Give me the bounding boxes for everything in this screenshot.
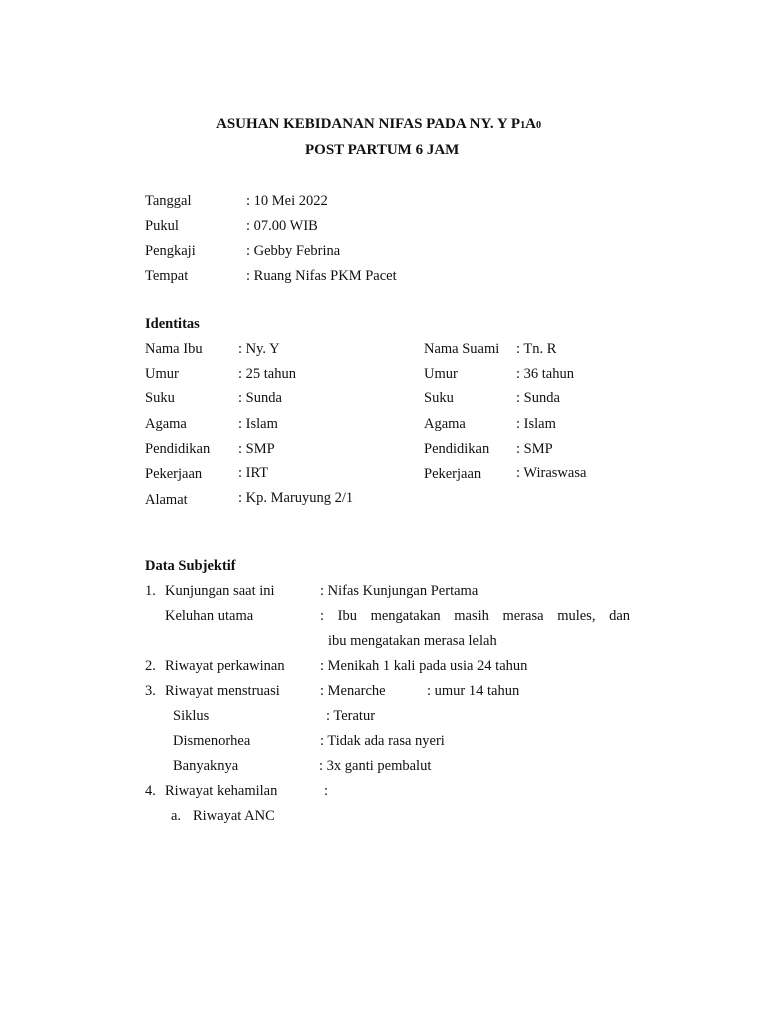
keluhan-word: Ibu [337,608,357,624]
item4a-number: a. [171,808,182,824]
keluhan-word: merasa [502,608,544,624]
suami-label-agama: Agama [424,416,466,432]
ibu-value-umur: : 25 tahun [238,366,296,382]
dismenorhea-value: : Tidak ada rasa nyeri [320,733,445,749]
title-abortus-num: 0 [536,120,542,131]
info-value-pukul: : 07.00 WIB [246,218,318,234]
item3-value-umur: : umur 14 tahun [427,683,520,699]
keluhan-value-line2: ibu mengatakan merasa lelah [328,633,497,649]
title-parity-p: 1 [520,120,526,131]
ibu-label-agama: Agama [145,416,187,432]
siklus-value: : Teratur [326,708,376,724]
banyaknya-label: Banyaknya [173,758,239,774]
ibu-label-umur: Umur [145,366,179,382]
info-label-tanggal: Tanggal [145,193,192,209]
identitas-heading: Identitas [145,316,200,332]
ibu-value-pekerjaan: : IRT [238,465,269,481]
item1-value: : Nifas Kunjungan Pertama [320,583,479,599]
document-subtitle: POST PARTUM 6 JAM [305,142,460,158]
title-abortus-a: A [525,116,536,132]
siklus-label: Siklus [173,708,210,724]
ibu-label-alamat: Alamat [145,492,188,508]
info-value-tempat: : Ruang Nifas PKM Pacet [246,268,397,284]
suami-value-agama: : Islam [516,416,556,432]
keluhan-word: mengatakan [370,608,441,624]
item4-label: Riwayat kehamilan [165,783,278,799]
banyaknya-value: : 3x ganti pembalut [319,758,432,774]
title-text: ASUHAN KEBIDANAN NIFAS PADA NY. Y P [216,116,521,132]
info-label-pukul: Pukul [145,218,179,234]
item2-label: Riwayat perkawinan [165,658,285,674]
ibu-value-suku: : Sunda [238,390,282,406]
ibu-label-nama: Nama Ibu [145,341,203,357]
item4-value: : [324,783,329,799]
suami-label-umur: Umur [424,366,458,382]
item3-label: Riwayat menstruasi [165,683,280,699]
info-label-tempat: Tempat [145,268,189,284]
ibu-label-pekerjaan: Pekerjaan [145,466,203,482]
keluhan-label: Keluhan utama [165,608,254,624]
dismenorhea-label: Dismenorhea [173,733,251,749]
subjektif-heading: Data Subjektif [145,558,236,574]
item3-value: : Menarche [320,683,386,699]
suami-label-suku: Suku [424,390,454,406]
keluhan-word: : [320,608,325,624]
info-value-pengkaji: : Gebby Febrina [246,243,341,259]
item1-number: 1. [145,583,156,599]
suami-value-umur: : 36 tahun [516,366,574,382]
keluhan-value-line1 [320,609,630,624]
item2-number: 2. [145,658,156,674]
ibu-value-pendidikan: : SMP [238,441,275,457]
keluhan-word: mules, [557,608,596,624]
ibu-value-agama: : Islam [238,416,278,432]
suami-label-pendidikan: Pendidikan [424,441,490,457]
suami-value-nama: : Tn. R [516,341,557,357]
suami-value-pekerjaan: : Wiraswasa [516,465,587,481]
item2-value: : Menikah 1 kali pada usia 24 tahun [320,658,528,674]
item4-number: 4. [145,783,156,799]
item1-label: Kunjungan saat ini [165,583,275,599]
document-title [216,117,541,132]
ibu-label-pendidikan: Pendidikan [145,441,211,457]
ibu-value-alamat: : Kp. Maruyung 2/1 [238,490,354,506]
suami-value-suku: : Sunda [516,390,560,406]
keluhan-word: dan [609,608,630,624]
suami-label-nama: Nama Suami [424,341,500,357]
suami-label-pekerjaan: Pekerjaan [424,466,482,482]
info-value-tanggal: : 10 Mei 2022 [246,193,328,209]
suami-value-pendidikan: : SMP [516,441,553,457]
ibu-value-nama: : Ny. Y [238,341,280,357]
ibu-label-suku: Suku [145,390,175,406]
keluhan-word: masih [454,608,489,624]
item4a-label: Riwayat ANC [193,808,275,824]
item3-number: 3. [145,683,156,699]
info-label-pengkaji: Pengkaji [145,243,196,259]
